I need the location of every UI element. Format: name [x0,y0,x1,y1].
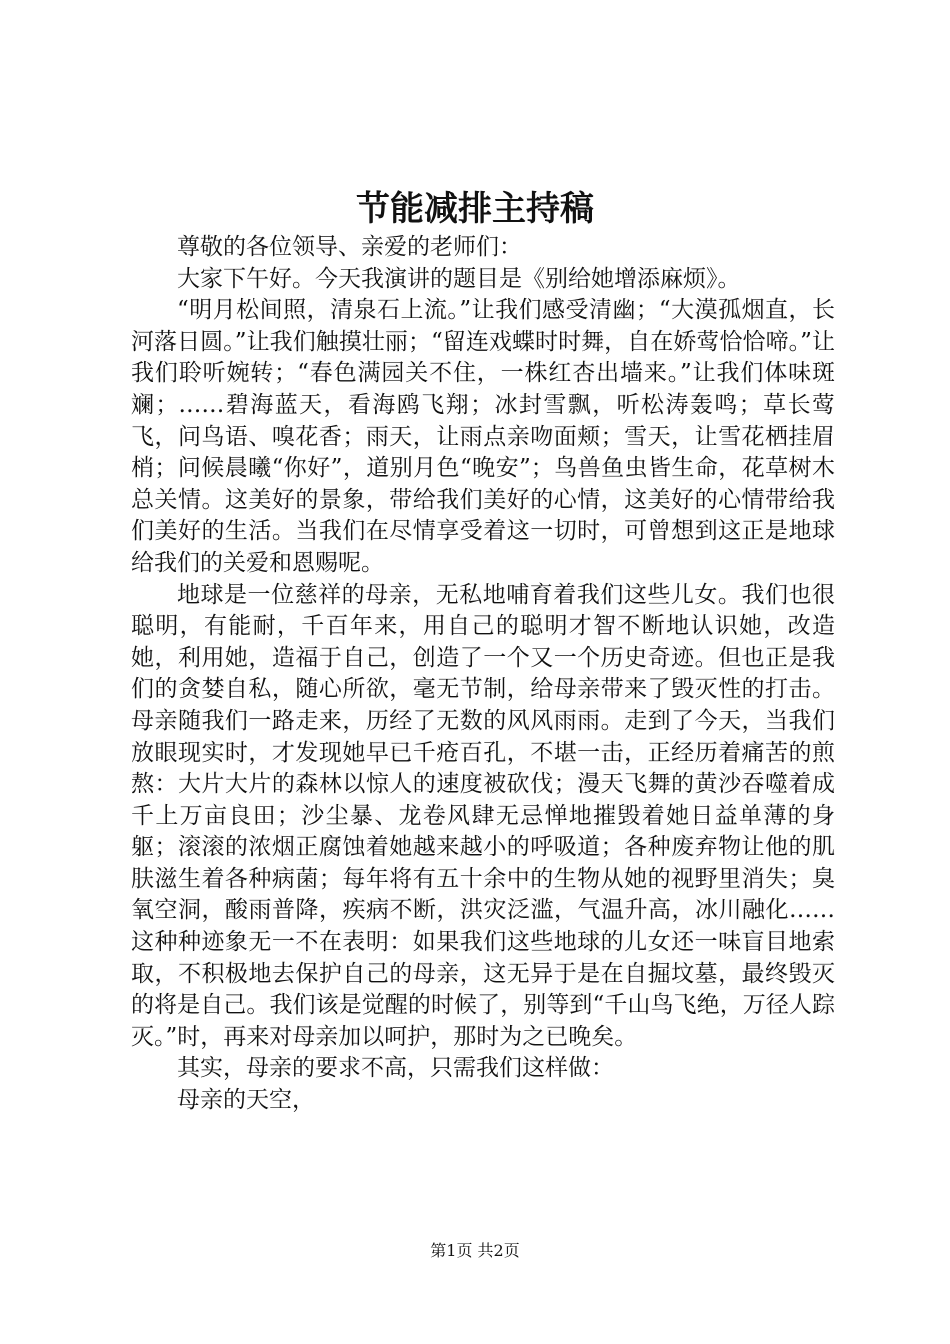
paragraph-earth-mother: 地球是一位慈祥的母亲，无私地哺育着我们这些儿女。我们也很聪明，有能耐，千百年来，用自己的聪明才智不断地认识她，改造她，利用她，造福于自己，创造了一个又一个历史奇迹。但也正是我们的贪婪自私，随心所欲，毫无节制，给母亲带来了毁灭性的打击。母亲随我们一路走来，历经了无数的风风雨雨。走到了今天，当我们放眼现实时，才发现她早已千疮百孔，不堪一击，正经历着痛苦的煎熬：大片大片的森林以惊人的速度被砍伐；漫天飞舞的黄沙吞噬着成千上万亩良田；沙尘暴、龙卷风肆无忌惮地摧毁着她日益单薄的身躯；滚滚的浓烟正腐蚀着她越来越小的呼吸道；各种废弃物让他的肌肤滋生着各种病菌；每年将有五十余中的生物从她的视野里消失；臭氧空洞，酸雨普降，疾病不断，洪灾泛滥，气温升高，冰川融化……这种种迹象无一不在表明：如果我们这些地球的儿女还一味盲目地索取，不积极地去保护自己的母亲，这无异于是在自掘坟墓，最终毁灭的将是自己。我们该是觉醒的时候了，别等到“千山鸟飞绝，万径人踪灭。”时，再来对母亲加以呵护，那时为之已晚矣。 [131,581,835,1050]
paragraph-requirement: 其实，母亲的要求不高，只需我们这样做： [177,1055,614,1082]
paragraph-poetry: “明月松间照，清泉石上流。”让我们感受清幽；“大漠孤烟直，长河落日圆。”让我们触摸壮丽；“留连戏蝶时时舞，自在娇莺恰恰啼。”让我们聆听婉转；“春色满园关不住，一株红杏出墙来。”让我们体味斑斓；……碧海蓝天，看海鸥飞翔；冰封雪飘，听松涛轰鸣；草长莺飞，问鸟语、嗅花香；雨天，让雨点亲吻面颊；雪天，让雪花栖挂眉梢；问候晨曦“你好”，道别月色“晚安”；鸟兽鱼虫皆生命，花草树木总关情。这美好的景象，带给我们美好的心情，这美好的心情带给我们美好的生活。当我们在尽情享受着这一切时，可曾想到这正是地球给我们的关爱和恩赐呢。 [131,297,835,576]
paragraph-sky: 母亲的天空， [177,1087,315,1114]
paragraph-intro: 大家下午好。今天我演讲的题目是《别给她增添麻烦》。 [177,265,741,292]
page-number-footer: 第1页 共2页 [430,1241,520,1260]
document-body [131,232,835,1117]
document-title: 节能减排主持稿 [356,189,594,229]
paragraph-greeting: 尊敬的各位领导、亲爱的老师们： [177,234,522,260]
